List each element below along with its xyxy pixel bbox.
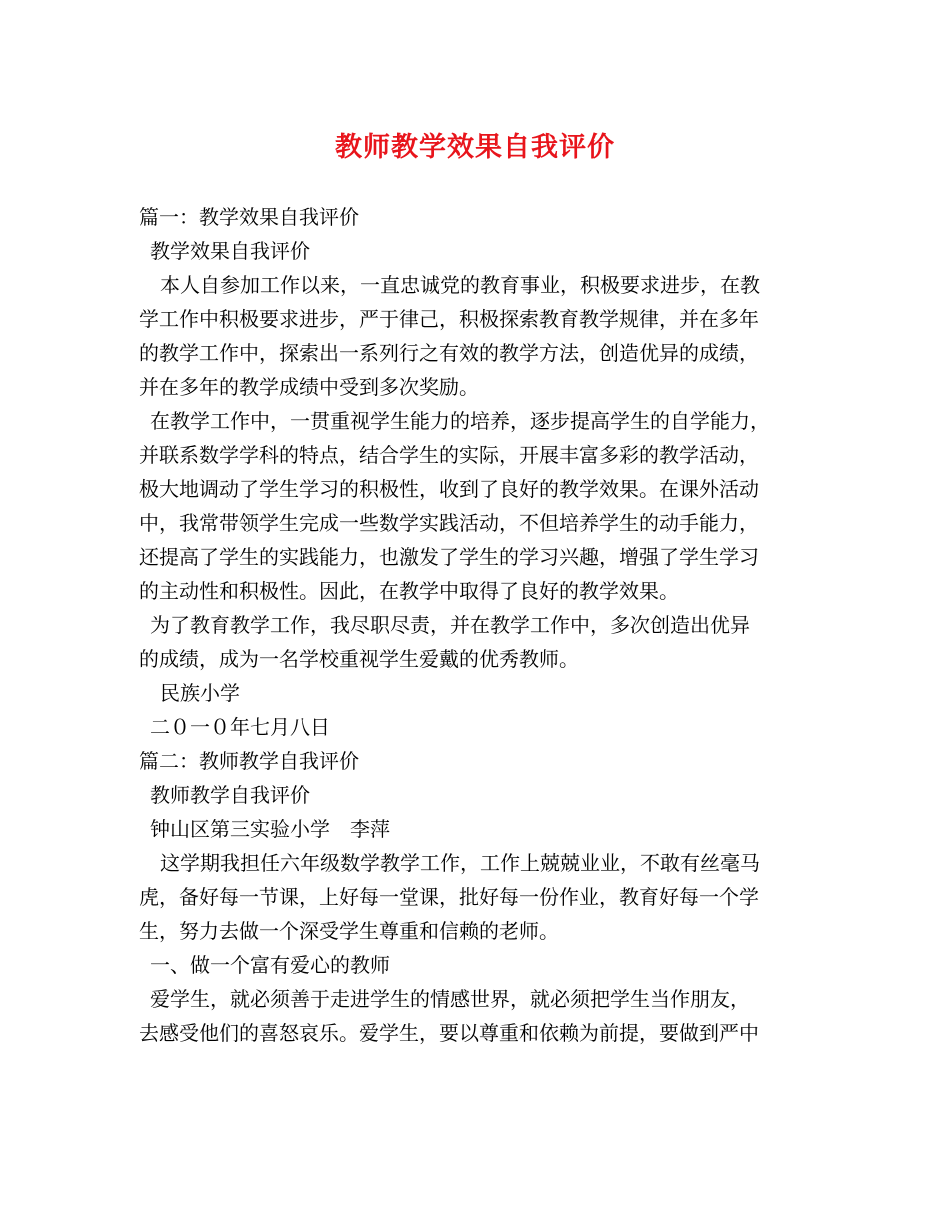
signature-school: 民族小学 bbox=[160, 681, 240, 705]
paragraph-line: 的成绩，成为一名学校重视学生爱戴的优秀教师。 bbox=[139, 647, 579, 671]
paragraph-line: 中，我常带领学生完成一些数学实践活动，不但培养学生的动手能力， bbox=[139, 511, 759, 535]
section-heading-2: 篇二：教师教学自我评价 bbox=[139, 749, 359, 773]
sub-heading: 一、做一个富有爱心的教师 bbox=[150, 953, 390, 977]
paragraph-line: 学工作中积极要求进步，严于律己，积极探索教育教学规律，并在多年 bbox=[139, 307, 759, 331]
signature-date: 二０一０年七月八日 bbox=[150, 715, 330, 739]
paragraph-line: 为了教育教学工作，我尽职尽责，并在教学工作中，多次创造出优异 bbox=[150, 613, 750, 637]
paragraph-line: 爱学生，就必须善于走进学生的情感世界，就必须把学生当作朋友， bbox=[150, 987, 750, 1011]
paragraph-line: 去感受他们的喜怒哀乐。爱学生，要以尊重和依赖为前提，要做到严中 bbox=[139, 1021, 759, 1045]
section-heading-1: 篇一：教学效果自我评价 bbox=[139, 205, 359, 229]
paragraph-line: 极大地调动了学生学习的积极性，收到了良好的教学效果。在课外活动 bbox=[139, 477, 759, 501]
paragraph-line: 这学期我担任六年级数学教学工作，工作上兢兢业业，不敢有丝毫马 bbox=[160, 851, 760, 875]
paragraph-line: 本人自参加工作以来，一直忠诚党的教育事业，积极要求进步，在教 bbox=[160, 273, 760, 297]
paragraph-line: 的主动性和积极性。因此，在教学中取得了良好的教学效果。 bbox=[139, 579, 679, 603]
document-body bbox=[139, 200, 819, 1050]
paragraph-line: 生，努力去做一个深受学生尊重和信赖的老师。 bbox=[139, 919, 559, 943]
subtitle-2: 教师教学自我评价 bbox=[150, 783, 310, 807]
paragraph-line: 在教学工作中，一贯重视学生能力的培养，逐步提高学生的自学能力， bbox=[150, 409, 770, 433]
paragraph-line: 并在多年的教学成绩中受到多次奖励。 bbox=[139, 375, 479, 399]
paragraph-line: 的教学工作中，探索出一系列行之有效的教学方法，创造优异的成绩， bbox=[139, 341, 759, 365]
subtitle-1: 教学效果自我评价 bbox=[150, 239, 310, 263]
paragraph-line: 还提高了学生的实践能力，也激发了学生的学习兴趣，增强了学生学习 bbox=[139, 545, 759, 569]
author-line: 钟山区第三实验小学 李萍 bbox=[150, 817, 390, 841]
document-title: 教师教学效果自我评价 bbox=[335, 132, 615, 163]
paragraph-line: 虎，备好每一节课，上好每一堂课，批好每一份作业，教育好每一个学 bbox=[139, 885, 759, 909]
paragraph-line: 并联系数学学科的特点，结合学生的实际，开展丰富多彩的教学活动， bbox=[139, 443, 759, 467]
